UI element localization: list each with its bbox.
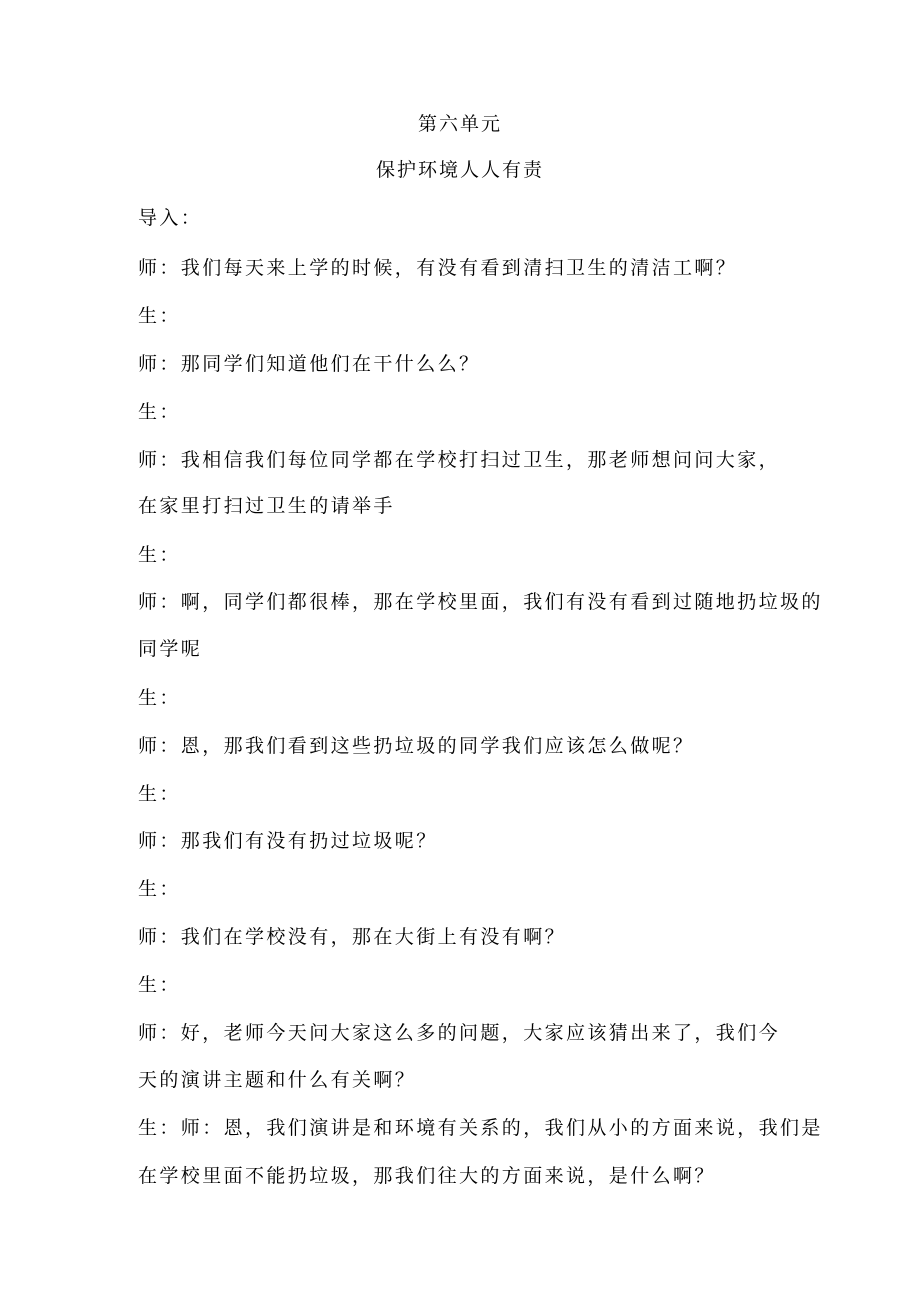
dialogue-line: 师：那我们有没有扔过垃圾呢？ [138, 830, 438, 852]
dialogue-line: 天的演讲主题和什么有关啊？ [138, 1069, 417, 1091]
dialogue-line: 生： [138, 401, 181, 423]
dialogue-line: 师：我们每天来上学的时候，有没有看到清扫卫生的清洁工啊？ [138, 257, 738, 279]
dialogue-line: 同学呢 [138, 638, 203, 660]
dialogue-line: 生：师：恩，我们演讲是和环境有关系的，我们从小的方面来说，我们是 [138, 1117, 823, 1139]
dialogue-line: 生： [138, 878, 181, 900]
unit-title: 第六单元 [417, 113, 502, 135]
dialogue-line: 师：恩，那我们看到这些扔垃圾的同学我们应该怎么做呢？ [138, 735, 695, 757]
dialogue-line: 在学校里面不能扔垃圾，那我们往大的方面来说，是什么啊？ [138, 1165, 716, 1187]
dialogue-line: 在家里打扫过卫生的请举手 [138, 495, 395, 517]
dialogue-line: 师：啊，同学们都很棒，那在学校里面，我们有没有看到过随地扔垃圾的 [138, 591, 823, 613]
dialogue-line: 生： [138, 783, 181, 805]
dialogue-line: 师：好，老师今天问大家这么多的问题，大家应该猜出来了，我们今 [138, 1022, 781, 1044]
main-title: 保护环境人人有责 [375, 159, 544, 181]
dialogue-line: 师：我们在学校没有，那在大街上有没有啊？ [138, 926, 567, 948]
dialogue-line: 生： [138, 305, 181, 327]
dialogue-line: 生： [138, 544, 181, 566]
dialogue-line: 生： [138, 974, 181, 996]
dialogue-line: 生： [138, 687, 181, 709]
intro-heading: 导入： [138, 207, 203, 229]
dialogue-line: 师：那同学们知道他们在干什么么？ [138, 353, 481, 375]
dialogue-line: 师：我相信我们每位同学都在学校打扫过卫生，那老师想问问大家， [138, 449, 781, 471]
